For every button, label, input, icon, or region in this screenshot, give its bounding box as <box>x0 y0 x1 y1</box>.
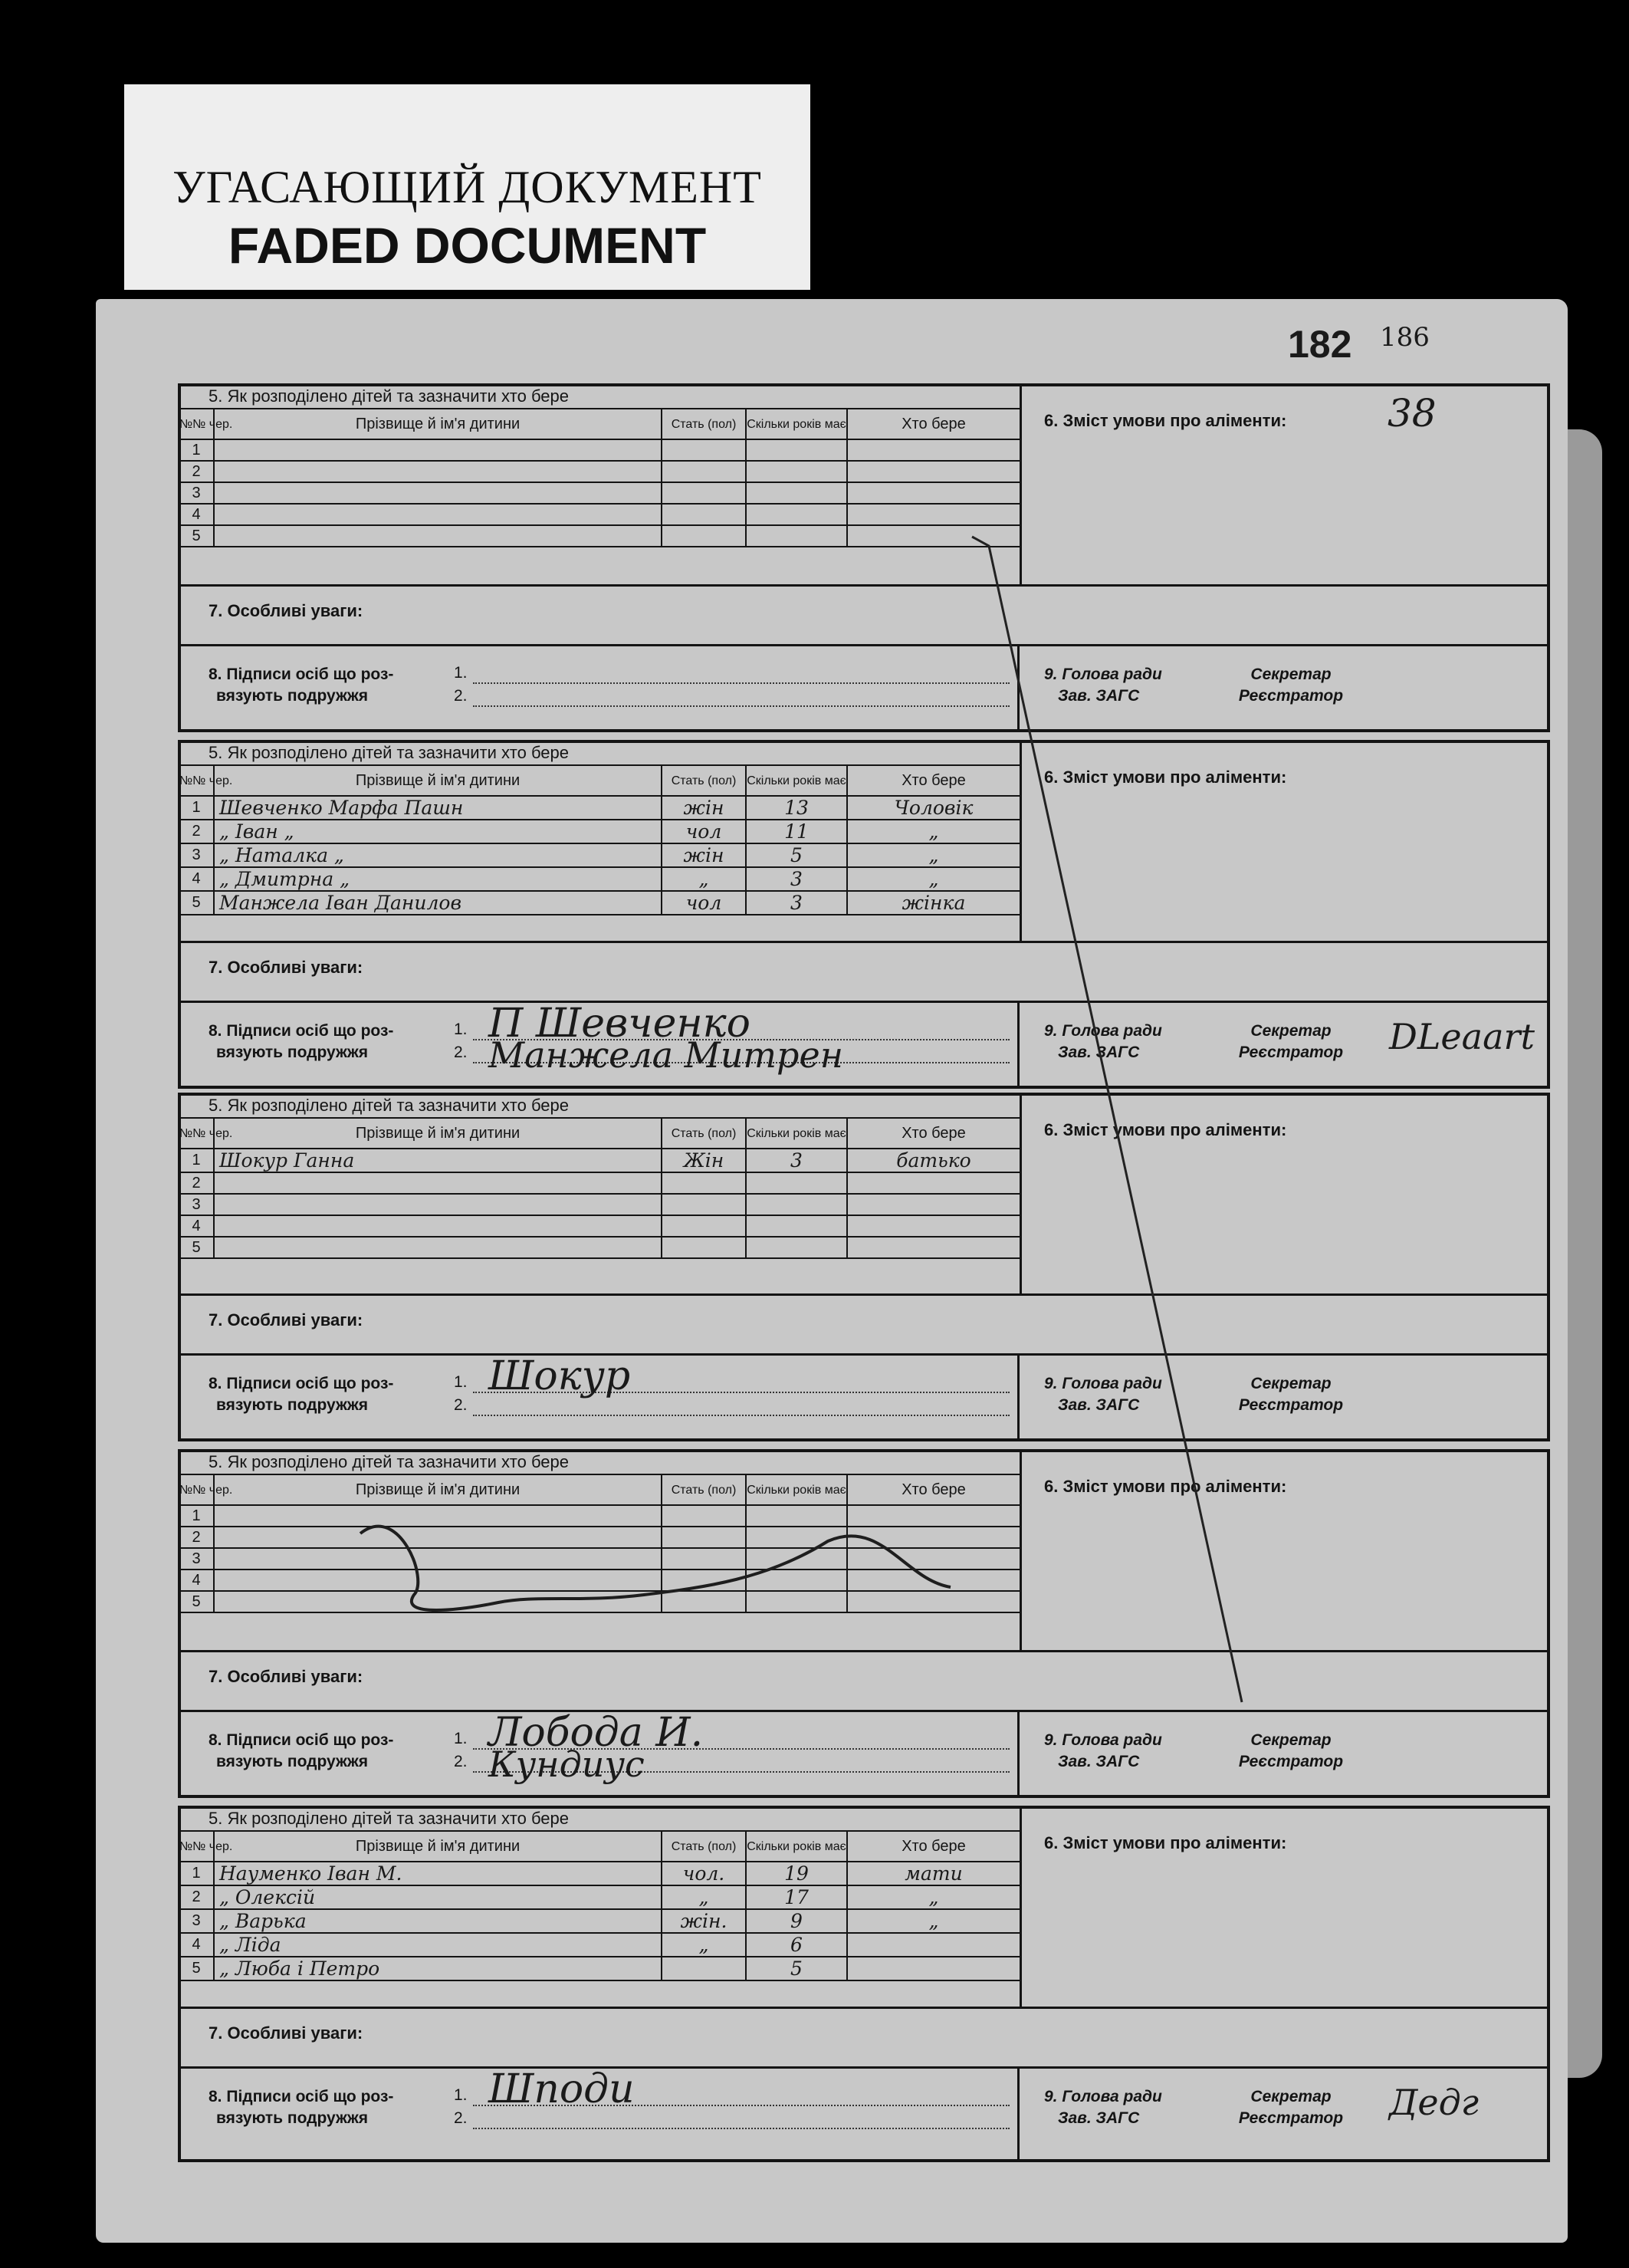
secretary-label: Секретар <box>1250 1022 1332 1040</box>
row-number: 2 <box>179 1885 214 1909</box>
section6-alimony: 6. Зміст умови про аліменти: <box>1044 411 1287 430</box>
row-number: 3 <box>179 1909 214 1933</box>
child-age: 11 <box>746 820 847 843</box>
col-number-header: №№ чер. <box>179 1118 214 1149</box>
page-number-old: 186 <box>1380 322 1430 353</box>
signature-number-2: 2. <box>454 1044 468 1061</box>
col-guardian-header: Хто бере <box>847 1474 1020 1505</box>
child-sex: чол <box>662 891 746 915</box>
registrar-label: Реєстратор <box>1238 1396 1344 1414</box>
row-number: 5 <box>179 525 214 547</box>
col-sex-header: Стать (пол) <box>662 1831 746 1862</box>
row-number: 2 <box>179 461 214 482</box>
child-guardian: „ <box>847 867 1020 891</box>
child-guardian: „ <box>847 1885 1020 1909</box>
signature-2: Кундиус <box>488 1744 645 1785</box>
secretary-label: Секретар <box>1250 2088 1332 2105</box>
page-number: 182 <box>1288 323 1352 366</box>
section8-line1: 8. Підписи осіб що роз- <box>209 1375 394 1392</box>
child-name: „ Іван „ <box>214 820 662 843</box>
section5-heading: 5. Як розподілено дітей та зазначити хто бере <box>209 1809 570 1828</box>
col-age-header: Скільки років має <box>746 1474 847 1505</box>
col-sex-header: Стать (пол) <box>662 409 746 439</box>
row-number: 1 <box>179 1505 214 1527</box>
secretary-label: Секретар <box>1250 666 1332 683</box>
chairman-label: 9. Голова ради <box>1044 1731 1162 1749</box>
col-age-header: Скільки років має <box>746 1831 847 1862</box>
section8-line1: 8. Підписи осіб що роз- <box>209 1022 394 1040</box>
registrar-signature: Дедг <box>1389 2082 1480 2123</box>
child-sex: жін <box>662 843 746 867</box>
chairman-label: 9. Голова ради <box>1044 1022 1162 1040</box>
child-sex: „ <box>662 1885 746 1909</box>
signature-2: Манжела Митрен <box>488 1034 843 1076</box>
child-guardian: батько <box>847 1149 1020 1172</box>
child-sex: чол. <box>662 1862 746 1885</box>
col-number-header: №№ чер. <box>179 1831 214 1862</box>
child-age: 3 <box>746 867 847 891</box>
col-sex-header: Стать (пол) <box>662 1118 746 1149</box>
section5-heading: 5. Як розподілено дітей та зазначити хто бере <box>209 1452 570 1471</box>
col-name-header: Прізвище й ім'я дитини <box>214 765 662 796</box>
row-number: 5 <box>179 1957 214 1980</box>
row-number: 4 <box>179 1933 214 1957</box>
row-number: 1 <box>179 796 214 820</box>
row-number: 2 <box>179 1527 214 1548</box>
child-guardian: „ <box>847 1909 1020 1933</box>
section5-heading: 5. Як розподілено дітей та зазначити хто бере <box>209 386 570 406</box>
row-number: 3 <box>179 843 214 867</box>
row-number: 1 <box>179 1862 214 1885</box>
signature-number-1: 1. <box>454 2086 468 2104</box>
section7-notes: 7. Особливі уваги: <box>209 601 363 620</box>
section8-line2: вязують подружжя <box>216 687 369 705</box>
row-number: 3 <box>179 1194 214 1215</box>
row-number: 5 <box>179 1591 214 1612</box>
col-guardian-header: Хто бере <box>847 1831 1020 1862</box>
signature-number-1: 1. <box>454 664 468 682</box>
child-guardian: жінка <box>847 891 1020 915</box>
child-name: „ Дмитрна „ <box>214 867 662 891</box>
child-name: „ Олексій <box>214 1885 662 1909</box>
col-number-header: №№ чер. <box>179 1474 214 1505</box>
child-sex: чол <box>662 820 746 843</box>
child-age: 13 <box>746 796 847 820</box>
child-name: „ Варька <box>214 1909 662 1933</box>
child-name: „ Наталка „ <box>214 843 662 867</box>
signature-1: Лобода И. <box>488 1710 704 1756</box>
zags-head-label: Зав. ЗАГС <box>1058 1396 1140 1414</box>
section7-notes: 7. Особливі уваги: <box>209 958 363 977</box>
row-number: 5 <box>179 891 214 915</box>
chairman-label: 9. Голова ради <box>1044 2088 1162 2105</box>
row-number: 5 <box>179 1237 214 1258</box>
child-age: 17 <box>746 1885 847 1909</box>
col-name-header: Прізвище й ім'я дитини <box>214 1118 662 1149</box>
section8-line2: вязують подружжя <box>216 1396 369 1414</box>
section8-line1: 8. Підписи осіб що роз- <box>209 666 394 683</box>
child-guardian: мати <box>847 1862 1020 1885</box>
diagonal-pen-line <box>972 537 1242 1702</box>
zags-head-label: Зав. ЗАГС <box>1058 687 1140 705</box>
col-age-header: Скільки років має <box>746 1118 847 1149</box>
signature-number-2: 2. <box>454 1753 468 1770</box>
col-sex-header: Стать (пол) <box>662 765 746 796</box>
signature-number-2: 2. <box>454 2109 468 2127</box>
section6-alimony: 6. Зміст умови про аліменти: <box>1044 1833 1287 1852</box>
section7-notes: 7. Особливі уваги: <box>209 1667 363 1686</box>
child-age: 5 <box>746 1957 847 1980</box>
section8-line2: вязують подружжя <box>216 1044 369 1061</box>
section5-heading: 5. Як розподілено дітей та зазначити хто бере <box>209 743 570 762</box>
signature-number-1: 1. <box>454 1730 468 1747</box>
section8-line1: 8. Підписи осіб що роз- <box>209 1731 394 1749</box>
signature-number-2: 2. <box>454 687 468 705</box>
col-sex-header: Стать (пол) <box>662 1474 746 1505</box>
col-number-header: №№ чер. <box>179 409 214 439</box>
signature-number-1: 1. <box>454 1373 468 1391</box>
zags-head-label: Зав. ЗАГС <box>1058 2109 1140 2127</box>
section8-line2: вязують подружжя <box>216 1753 369 1770</box>
row-number: 1 <box>179 1149 214 1172</box>
child-guardian: „ <box>847 820 1020 843</box>
child-age: 19 <box>746 1862 847 1885</box>
cancellation-stroke <box>360 1527 951 1610</box>
col-name-header: Прізвище й ім'я дитини <box>214 1831 662 1862</box>
row-number: 4 <box>179 1570 214 1591</box>
child-sex: Жін <box>662 1149 746 1172</box>
child-name: „ Ліда <box>214 1933 662 1957</box>
row-number: 2 <box>179 820 214 843</box>
section6-alimony: 6. Зміст умови про аліменти: <box>1044 1477 1287 1496</box>
signature-1: Шокур <box>488 1353 631 1399</box>
col-age-header: Скільки років має <box>746 765 847 796</box>
child-name: Науменко Іван М. <box>214 1862 662 1885</box>
child-age: 9 <box>746 1909 847 1933</box>
label-english: FADED DOCUMENT <box>228 217 707 274</box>
child-name: Шевченко Марфа Пашн <box>214 796 662 820</box>
child-guardian: „ <box>847 843 1020 867</box>
section7-notes: 7. Особливі уваги: <box>209 1310 363 1330</box>
registrar-label: Реєстратор <box>1238 1753 1344 1770</box>
row-number: 2 <box>179 1172 214 1194</box>
col-name-header: Прізвище й ім'я дитини <box>214 1474 662 1505</box>
section7-notes: 7. Особливі уваги: <box>209 2023 363 2043</box>
chairman-label: 9. Голова ради <box>1044 1375 1162 1392</box>
chairman-label: 9. Голова ради <box>1044 666 1162 683</box>
zags-head-label: Зав. ЗАГС <box>1058 1753 1140 1770</box>
row-number: 4 <box>179 504 214 525</box>
child-age: 5 <box>746 843 847 867</box>
registrar-label: Реєстратор <box>1238 2109 1344 2127</box>
row-number: 3 <box>179 1548 214 1570</box>
row-number: 1 <box>179 439 214 461</box>
col-guardian-header: Хто бере <box>847 1118 1020 1149</box>
row-number: 4 <box>179 867 214 891</box>
section5-heading: 5. Як розподілено дітей та зазначити хто бере <box>209 1096 570 1115</box>
child-name: Шокур Ганна <box>214 1149 662 1172</box>
zags-head-label: Зав. ЗАГС <box>1058 1044 1140 1061</box>
child-name: Манжела Іван Данилов <box>214 891 662 915</box>
registrar-label: Реєстратор <box>1238 687 1344 705</box>
section6-alimony: 6. Зміст умови про аліменти: <box>1044 1120 1287 1139</box>
signature-1: Шподи <box>488 2066 635 2112</box>
secretary-label: Секретар <box>1250 1731 1332 1749</box>
signature-1: П Шевченко <box>488 1001 750 1047</box>
child-sex: „ <box>662 867 746 891</box>
registrar-label: Реєстратор <box>1238 1044 1344 1061</box>
child-sex: „ <box>662 1933 746 1957</box>
row-number: 4 <box>179 1215 214 1237</box>
col-age-header: Скільки років має <box>746 409 847 439</box>
section6-alimony: 6. Зміст умови про аліменти: <box>1044 768 1287 787</box>
col-guardian-header: Хто бере <box>847 765 1020 796</box>
child-name: „ Люба і Петро <box>214 1957 662 1980</box>
col-guardian-header: Хто бере <box>847 409 1020 439</box>
registrar-signature: DLeaart <box>1389 1016 1535 1057</box>
child-age: 3 <box>746 891 847 915</box>
label-russian: УГАСАЮЩИЙ ДОКУМЕНТ <box>172 162 762 212</box>
col-number-header: №№ чер. <box>179 765 214 796</box>
page-number-circled: 38 <box>1388 391 1437 436</box>
child-guardian: Чоловік <box>847 796 1020 820</box>
signature-number-2: 2. <box>454 1396 468 1414</box>
child-age: 6 <box>746 1933 847 1957</box>
child-age: 3 <box>746 1149 847 1172</box>
col-name-header: Прізвище й ім'я дитини <box>214 409 662 439</box>
secretary-label: Секретар <box>1250 1375 1332 1392</box>
section8-line1: 8. Підписи осіб що роз- <box>209 2088 394 2105</box>
signature-number-1: 1. <box>454 1021 468 1038</box>
section8-line2: вязують подружжя <box>216 2109 369 2127</box>
child-sex: жін. <box>662 1909 746 1933</box>
child-sex: жін <box>662 796 746 820</box>
row-number: 3 <box>179 482 214 504</box>
